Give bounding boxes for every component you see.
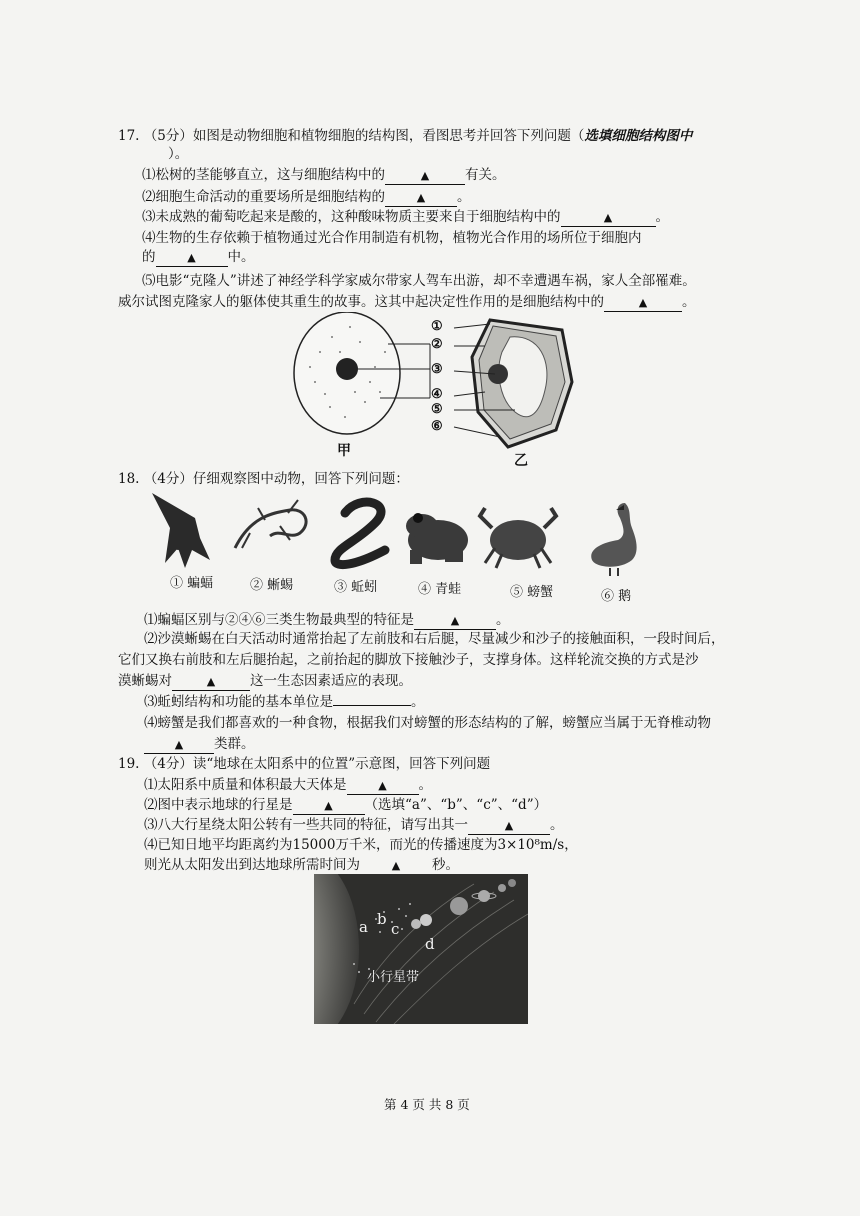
q18-item1: ⑴蝙蝠区别与②④⑥三类生物最典型的特征是 ▲ 。 (144, 612, 510, 628)
planet-jupiter (450, 897, 468, 915)
answer-blank[interactable]: ▲ (156, 249, 228, 267)
q17-item5-cont: 威尔试图克隆家人的躯体使其重生的故事。这其中起决定性作用的是细胞结构中的 ▲ 。 (118, 294, 696, 310)
q17-header-end: ）。 (168, 146, 189, 162)
q17-header: 17. （5分）如图是动物细胞和植物细胞的结构图，看图思考并回答下列问题（选填细胞结构图中 (118, 128, 693, 144)
cell-label-3: ③ (431, 362, 443, 377)
answer-blank[interactable]: ▲ (561, 209, 656, 227)
answer-blank[interactable]: ▲ (293, 797, 365, 815)
q17-item3: ⑶未成熟的葡萄吃起来是酸的，这种酸味物质主要来自于细胞结构中的 ▲ 。 (142, 209, 669, 225)
planet-label-c: c (391, 920, 400, 938)
q18-header: 18. （4分）仔细观察图中动物，回答下列问题： (118, 471, 409, 487)
q18-item4-cont: ▲ 类群。 (144, 735, 255, 754)
q17-item4: ⑷生物的生存依赖于植物通过光合作用制造有机物，植物光合作用的场所位于细胞内 (142, 230, 642, 246)
q19-item4-cont: 则光从太阳发出到达地球所需时间为 ▲ 秒。 (144, 857, 459, 873)
answer-blank[interactable]: ▲ (604, 294, 682, 312)
cell-label-2: ② (431, 337, 443, 352)
q17-item4-cont: 的 ▲ 中。 (142, 249, 255, 265)
answer-blank[interactable]: ▲ (468, 817, 550, 835)
animal-nucleus (336, 358, 358, 380)
q18-item4: ⑷螃蟹是我们都喜欢的一种食物，根据我们对螃蟹的形态结构的了解，螃蟹应当属于无脊椎动物 (144, 715, 711, 731)
planet-label-a: a (359, 918, 368, 936)
q17-item2: ⑵细胞生命活动的重要场所是细胞结构的 ▲ 。 (142, 189, 471, 205)
page-footer: 第 4 页 共 8 页 (384, 1097, 470, 1112)
animals-figure (140, 488, 660, 578)
answer-blank[interactable]: ▲ (172, 673, 250, 691)
q18-item2-cont: 它们又换右前肢和左后腿抬起，之前抬起的脚放下接触沙子，支撑身体。这样轮流交换的方式是沙 (118, 652, 699, 668)
animal-label-goose: ⑥ 鹅 (601, 589, 632, 604)
cell-label-1: ① (431, 319, 443, 334)
planet (420, 914, 432, 926)
q17-item1: ⑴松树的茎能够直立，这与细胞结构中的 ▲ 有关。 (142, 167, 506, 183)
crab-image (480, 508, 556, 568)
earthworm-image (335, 502, 385, 564)
frog-image (406, 513, 468, 564)
q18-item2-cont2: 漠蜥蜴对 ▲ 这一生态因素适应的表现。 (118, 673, 412, 689)
planet-label-b: b (377, 910, 387, 928)
answer-blank[interactable]: ▲ (385, 167, 465, 185)
answer-blank[interactable]: ▲ (414, 612, 496, 630)
animal-label-earthworm: ③ 蚯蚓 (334, 580, 378, 595)
animal-label-bat: ① 蝙蝠 (170, 576, 214, 591)
answer-blank[interactable]: ▲ (360, 857, 432, 875)
answer-blank[interactable]: ▲ (144, 736, 214, 754)
q19-item2: ⑵图中表示地球的行星是 ▲ （选填“a”、“b”、“c”、“d”） (144, 797, 548, 813)
planet (508, 879, 516, 887)
q19-item1: ⑴太阳系中质量和体积最大天体是 ▲ 。 (144, 777, 432, 793)
caption-plant-cell: 乙 (514, 453, 528, 469)
cell-label-5: ⑤ (431, 402, 443, 417)
planet (498, 884, 506, 892)
answer-blank[interactable] (333, 705, 411, 706)
planet (411, 919, 421, 929)
answer-blank[interactable]: ▲ (347, 777, 419, 795)
lizard-image (235, 500, 306, 548)
goose-image (591, 503, 636, 576)
cell-label-4: ④ (431, 387, 443, 402)
answer-blank[interactable]: ▲ (385, 189, 457, 207)
planet-label-d: d (425, 935, 435, 953)
q19-header: 19. （4分）读“地球在太阳系中的位置”示意图，回答下列问题 (118, 756, 491, 772)
q17-item5: ⑸电影“克隆人”讲述了神经学科学家威尔带家人驾车出游，却不幸遭遇车祸，家人全部罹难。 (142, 273, 696, 289)
cell-label-6: ⑥ (431, 419, 443, 434)
asteroid-belt-label: 小行星带 (367, 970, 420, 985)
q18-item2: ⑵沙漠蜥蜴在白天活动时通常抬起了左前肢和右后腿，尽量减少和沙子的接触面积，一段时间后， (144, 631, 725, 647)
bat-image (152, 493, 210, 568)
caption-animal-cell: 甲 (337, 443, 351, 459)
q19-item4: ⑷已知日地平均距离约为15000万千米，而光的传播速度为3×10⁸m/s， (144, 837, 578, 853)
q18-item3: ⑶蚯蚓结构和功能的基本单位是 。 (144, 694, 425, 710)
solar-system-image (314, 874, 528, 1024)
animal-label-crab: ⑤ 螃蟹 (510, 585, 554, 600)
q19-item3: ⑶八大行星绕太阳公转有一些共同的特征，请写出其一 ▲ 。 (144, 817, 564, 833)
animal-label-lizard: ② 蜥蜴 (250, 578, 294, 593)
planet-saturn (478, 890, 490, 902)
animal-label-frog: ④ 青蛙 (418, 582, 462, 597)
